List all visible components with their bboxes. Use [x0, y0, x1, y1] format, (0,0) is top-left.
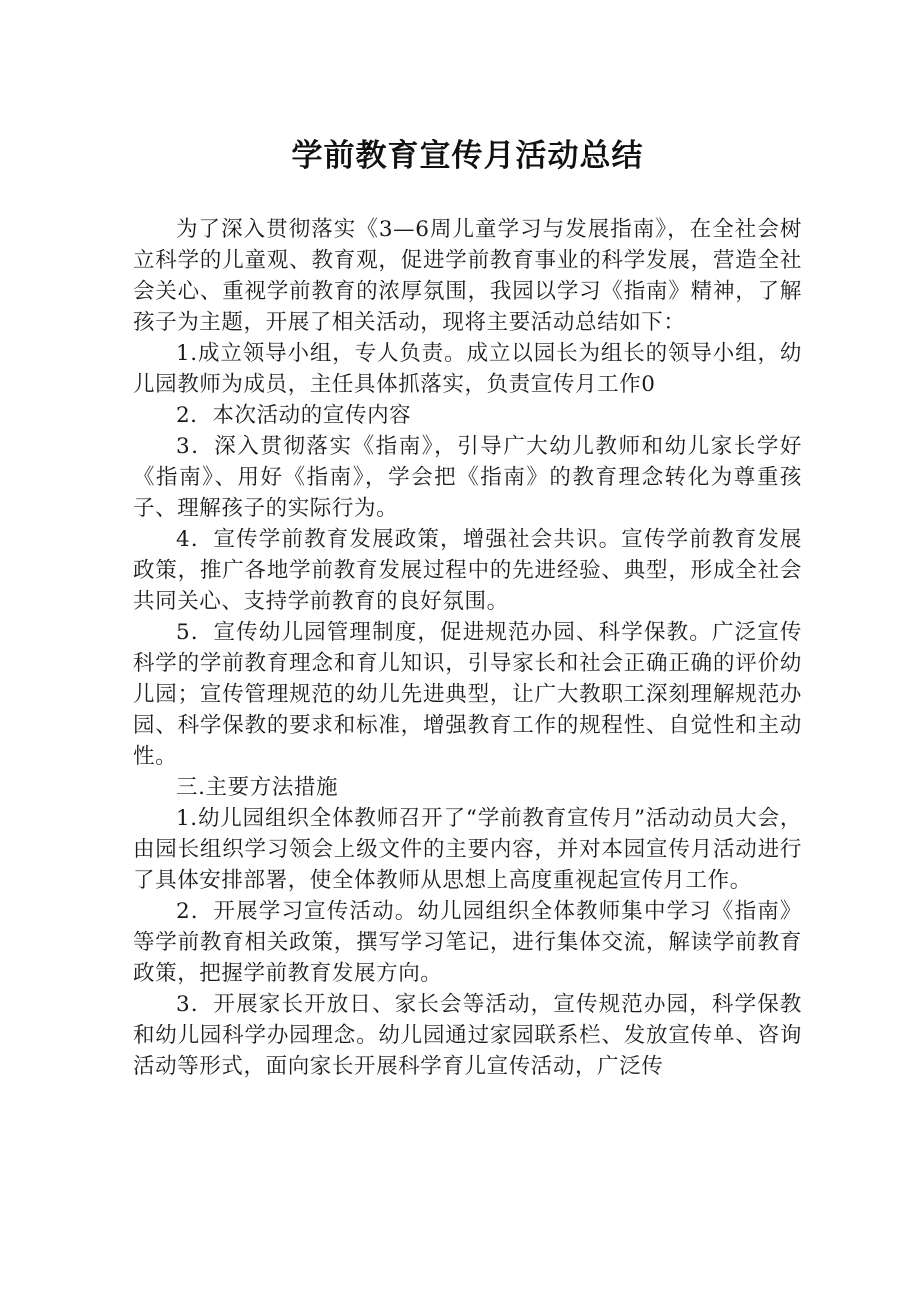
paragraph-method-3: 3．开展家长开放日、家长会等活动，宣传规范办园，科学保教和幼儿园科学办园理念。幼儿园通过家园联系栏、发放宣传单、咨询活动等形式，面向家长开展科学育儿宣传活动，广泛传 [133, 992, 802, 1079]
paragraph-method-1: 1.幼儿园组织全体教师召开了“学前教育宣传月”活动动员大会，由园长组织学习领会上级文件的主要内容，并对本园宣传月活动进行了具体安排部署，使全体教师从思想上高度重视起宣传月工作。 [133, 806, 802, 893]
paragraph-method-2: 2．开展学习宣传活动。幼儿园组织全体教师集中学习《指南》等学前教育相关政策，撰写学习笔记，进行集体交流，解读学前教育政策，把握学前教育发展方向。 [133, 899, 802, 986]
section-heading-methods: 三.主要方法措施 [176, 775, 339, 800]
document-body [133, 214, 802, 1082]
paragraph-item-3: 3．深入贯彻落实《指南》，引导广大幼儿教师和幼儿家长学好《指南》、用好《指南》，学会把《指南》的教育理念转化为尊重孩子、理解孩子的实际行为。 [133, 434, 802, 521]
paragraph-item-5: 5．宣传幼儿园管理制度，促进规范办园、科学保教。广泛宣传科学的学前教育理念和育儿知识，引导家长和社会正确正确的评价幼儿园；宣传管理规范的幼儿先进典型，让广大教职工深刻理解规范办园、科学保教的要求和标准，增强教育工作的规程性、自觉性和主动性。 [133, 620, 802, 769]
paragraph-item-2: 2．本次活动的宣传内容 [176, 403, 412, 428]
document-title: 学前教育宣传月活动总结 [291, 138, 644, 174]
paragraph-item-4: 4．宣传学前教育发展政策，增强社会共识。宣传学前教育发展政策，推广各地学前教育发展过程中的先进经验、典型，形成全社会共同关心、支持学前教育的良好氛围。 [133, 527, 802, 614]
paragraph-intro: 为了深入贯彻落实《3—6周儿童学习与发展指南》，在全社会树立科学的儿童观、教育观，促进学前教育事业的科学发展，营造全社会关心、重视学前教育的浓厚氛围，我园以学习《指南》精神，了解孩子为主题，开展了相关活动，现将主要活动总结如下： [133, 217, 802, 335]
paragraph-item-1: 1.成立领导小组，专人负责。成立以园长为组长的领导小组，幼儿园教师为成员，主任具体抓落实，负责宣传月工作0 [133, 341, 802, 397]
